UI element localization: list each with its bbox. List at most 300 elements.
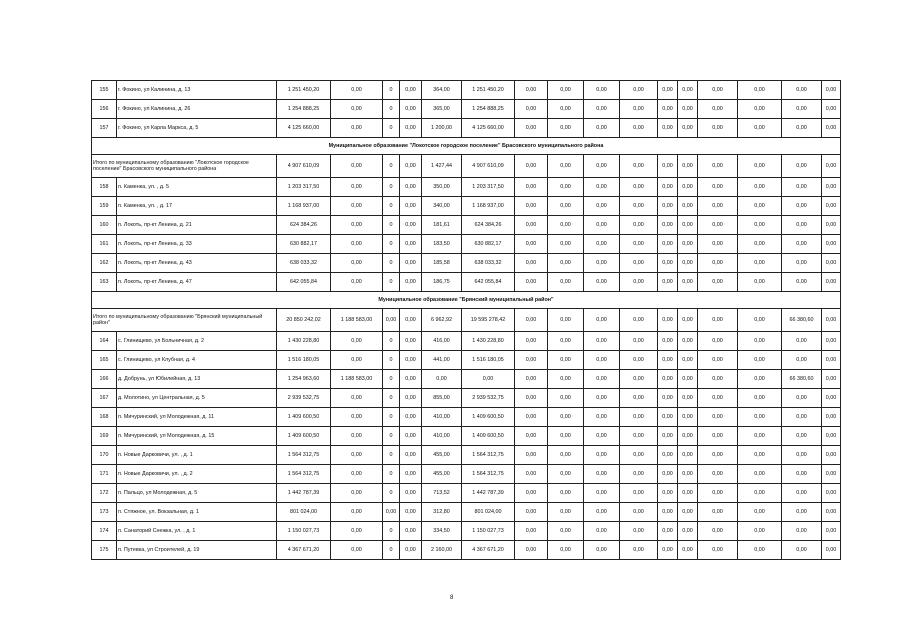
value-cell: 0,00 (548, 254, 584, 273)
value-cell: 0,00 (822, 273, 841, 292)
value-cell: 1 150 027,73 (462, 522, 515, 541)
value-cell: 441,00 (422, 351, 462, 370)
value-cell: 0,00 (548, 309, 584, 332)
value-cell: 0,00 (515, 503, 548, 522)
value-cell: 0,00 (515, 446, 548, 465)
value-cell: 0,00 (822, 503, 841, 522)
value-cell: 0,00 (400, 541, 422, 560)
value-cell: 0,00 (548, 100, 584, 119)
value-cell: 0,00 (400, 389, 422, 408)
value-cell: 0,00 (698, 273, 738, 292)
table-row (92, 465, 841, 484)
value-cell: 0,00 (400, 235, 422, 254)
value-cell: 0,00 (620, 446, 658, 465)
value-cell: 0,00 (782, 446, 822, 465)
address-cell: п. Санаторий Снежка, ул. , д. 1 (117, 522, 277, 541)
row-number: 163 (92, 273, 117, 292)
table-row (92, 332, 841, 351)
value-cell: 0,00 (331, 503, 383, 522)
page-number: 8 (450, 595, 454, 601)
value-cell: 0,00 (331, 389, 383, 408)
value-cell: 1 564 312,75 (277, 465, 331, 484)
value-cell: 642 055,84 (462, 273, 515, 292)
value-cell: 0,00 (400, 522, 422, 541)
value-cell: 1 430 228,80 (462, 332, 515, 351)
value-cell: 0,00 (331, 351, 383, 370)
value-cell: 0,00 (658, 155, 678, 178)
value-cell: 0,00 (548, 332, 584, 351)
value-cell: 0,00 (400, 273, 422, 292)
value-cell: 0,00 (620, 370, 658, 389)
address-cell: п. Каменка, ул. , д. 5 (117, 178, 277, 197)
value-cell: 0,00 (822, 446, 841, 465)
value-cell: 0,00 (515, 484, 548, 503)
value-cell: 0,00 (782, 427, 822, 446)
row-number: 172 (92, 484, 117, 503)
value-cell: 0,00 (698, 389, 738, 408)
value-cell: 0,00 (400, 446, 422, 465)
value-cell: 0,00 (331, 216, 383, 235)
value-cell: 0,00 (548, 408, 584, 427)
value-cell: 0,00 (331, 119, 383, 138)
value-cell: 0,00 (400, 503, 422, 522)
value-cell: 1 516 180,05 (277, 351, 331, 370)
value-cell: 0,00 (422, 370, 462, 389)
table-row (92, 541, 841, 560)
data-table (91, 80, 841, 560)
value-cell: 0,00 (515, 235, 548, 254)
value-cell: 0,00 (678, 81, 698, 100)
value-cell: 0,00 (782, 254, 822, 273)
table-row (92, 522, 841, 541)
value-cell: 0,00 (738, 541, 782, 560)
value-cell: 0,00 (400, 197, 422, 216)
value-cell: 1 254 888,25 (462, 100, 515, 119)
value-cell: 0,00 (678, 503, 698, 522)
value-cell: 0,00 (658, 522, 678, 541)
value-cell: 1 200,00 (422, 119, 462, 138)
value-cell: 0,00 (620, 273, 658, 292)
row-number: 169 (92, 427, 117, 446)
value-cell: 801 024,00 (277, 503, 331, 522)
value-cell: 713,52 (422, 484, 462, 503)
value-cell: 0,00 (678, 155, 698, 178)
value-cell: 0,00 (822, 197, 841, 216)
value-cell: 0,00 (548, 81, 584, 100)
value-cell: 0,00 (738, 273, 782, 292)
value-cell: 0,00 (584, 351, 620, 370)
value-cell: 0,00 (548, 351, 584, 370)
value-cell: 364,00 (422, 81, 462, 100)
value-cell: 0,00 (620, 408, 658, 427)
value-cell: 0,00 (584, 235, 620, 254)
value-cell: 0,00 (515, 309, 548, 332)
value-cell: 0,00 (738, 178, 782, 197)
value-cell: 0,00 (658, 254, 678, 273)
value-cell: 0,00 (515, 100, 548, 119)
value-cell: 365,00 (422, 100, 462, 119)
address-cell: с. Глинищево, ул Клубная, д. 4 (117, 351, 277, 370)
value-cell: 0,00 (822, 178, 841, 197)
value-cell: 0,00 (782, 81, 822, 100)
value-cell: 1 203 317,50 (462, 178, 515, 197)
row-number: 157 (92, 119, 117, 138)
value-cell: 0,00 (620, 332, 658, 351)
value-cell: 0,00 (620, 100, 658, 119)
value-cell: 0,00 (782, 197, 822, 216)
value-cell: 0,00 (782, 522, 822, 541)
value-cell: 20 850 242,02 (277, 309, 331, 332)
value-cell: 0,00 (658, 119, 678, 138)
value-cell: 0,00 (678, 370, 698, 389)
value-cell: 0,00 (331, 273, 383, 292)
value-cell: 0,00 (620, 503, 658, 522)
value-cell: 0,00 (698, 100, 738, 119)
value-cell: 0,00 (584, 254, 620, 273)
value-cell: 0,00 (738, 351, 782, 370)
value-cell: 0,00 (782, 119, 822, 138)
row-number: 167 (92, 389, 117, 408)
value-cell: 4 125 660,00 (277, 119, 331, 138)
value-cell: 0,00 (738, 309, 782, 332)
value-cell: 312,80 (422, 503, 462, 522)
value-cell: 0 (383, 484, 400, 503)
value-cell: 0,00 (548, 427, 584, 446)
value-cell: 0,00 (400, 465, 422, 484)
value-cell: 0 (383, 254, 400, 273)
row-number: 171 (92, 465, 117, 484)
table-row (92, 427, 841, 446)
value-cell: 0 (383, 100, 400, 119)
value-cell: 0 (383, 155, 400, 178)
value-cell: 0,00 (658, 332, 678, 351)
table-row (92, 81, 841, 100)
value-cell: 2 939 532,75 (462, 389, 515, 408)
value-cell: 0,00 (698, 465, 738, 484)
value-cell: 0,00 (331, 408, 383, 427)
value-cell: 0,00 (584, 408, 620, 427)
value-cell: 1 251 450,20 (277, 81, 331, 100)
value-cell: 0 (383, 273, 400, 292)
value-cell: 0,00 (584, 446, 620, 465)
value-cell: 855,00 (422, 389, 462, 408)
value-cell: 0,00 (698, 155, 738, 178)
row-number: 165 (92, 351, 117, 370)
value-cell: 0 (383, 446, 400, 465)
address-cell: п. Пальцо, ул Молодежная, д. 5 (117, 484, 277, 503)
table-row (92, 254, 841, 273)
value-cell: 0,00 (584, 216, 620, 235)
value-cell: 0,00 (548, 273, 584, 292)
value-cell: 0,00 (822, 309, 841, 332)
value-cell: 0,00 (584, 541, 620, 560)
value-cell: 0,00 (331, 254, 383, 273)
value-cell: 0,00 (698, 522, 738, 541)
value-cell: 0,00 (658, 273, 678, 292)
value-cell: 1 564 312,75 (462, 465, 515, 484)
address-cell: п. Стяжное, ул. Вокзальная, д. 1 (117, 503, 277, 522)
value-cell: 4 907 610,09 (462, 155, 515, 178)
value-cell: 0,00 (515, 178, 548, 197)
value-cell: 0,00 (658, 81, 678, 100)
value-cell: 0,00 (658, 389, 678, 408)
address-cell: п. Локоть, пр-кт Ленина, д. 21 (117, 216, 277, 235)
address-cell: с. Глинищево, ул Больничная, д. 2 (117, 332, 277, 351)
value-cell: 0,00 (515, 465, 548, 484)
value-cell: 0,00 (698, 446, 738, 465)
row-number: 170 (92, 446, 117, 465)
value-cell: 0,00 (822, 254, 841, 273)
value-cell: 4 367 671,20 (462, 541, 515, 560)
value-cell: 0 (383, 465, 400, 484)
address-cell: г. Фокино, ул Калинина, д. 26 (117, 100, 277, 119)
value-cell: 4 125 660,00 (462, 119, 515, 138)
value-cell: 0,00 (698, 427, 738, 446)
address-cell: г. Фокино, ул Карла Маркса, д. 5 (117, 119, 277, 138)
table-row (92, 235, 841, 254)
value-cell: 0,00 (782, 100, 822, 119)
value-cell: 0,00 (515, 273, 548, 292)
value-cell: 19 595 278,42 (462, 309, 515, 332)
value-cell: 0,00 (822, 427, 841, 446)
value-cell: 0,00 (698, 254, 738, 273)
total-label: Итого по муниципальному образованию "Локотское городское поселение" Брасовского муниципального района (92, 155, 277, 178)
value-cell: 2 160,00 (422, 541, 462, 560)
value-cell: 0,00 (782, 484, 822, 503)
value-cell: 0,00 (331, 178, 383, 197)
value-cell: 0,00 (678, 235, 698, 254)
table-row (92, 503, 841, 522)
value-cell: 0,00 (698, 484, 738, 503)
value-cell: 0,00 (331, 465, 383, 484)
value-cell: 0,00 (738, 197, 782, 216)
value-cell: 0,00 (678, 484, 698, 503)
row-number: 161 (92, 235, 117, 254)
value-cell: 0,00 (738, 484, 782, 503)
value-cell: 0,00 (400, 216, 422, 235)
value-cell: 0,00 (822, 541, 841, 560)
value-cell: 0,00 (698, 503, 738, 522)
value-cell: 0,00 (462, 370, 515, 389)
value-cell: 0,00 (698, 541, 738, 560)
row-number: 160 (92, 216, 117, 235)
table-row (92, 197, 841, 216)
value-cell: 0,00 (678, 100, 698, 119)
value-cell: 630 882,17 (277, 235, 331, 254)
value-cell: 0,00 (620, 155, 658, 178)
value-cell: 0,00 (698, 235, 738, 254)
section-header-row (92, 138, 841, 155)
value-cell: 0,00 (822, 216, 841, 235)
value-cell: 1 168 937,00 (462, 197, 515, 216)
table-row (92, 119, 841, 138)
value-cell: 0,00 (738, 446, 782, 465)
table-row (92, 178, 841, 197)
value-cell: 0,00 (658, 503, 678, 522)
value-cell: 0,00 (620, 541, 658, 560)
value-cell: 0,00 (698, 332, 738, 351)
value-cell: 0,00 (584, 155, 620, 178)
value-cell: 1 442 787,39 (462, 484, 515, 503)
value-cell: 1 188 583,00 (331, 370, 383, 389)
address-cell: п. Локоть, пр-кт Ленина, д. 33 (117, 235, 277, 254)
value-cell: 0,00 (515, 351, 548, 370)
value-cell: 1 409 600,50 (462, 427, 515, 446)
value-cell: 0,00 (678, 216, 698, 235)
value-cell: 0,00 (658, 465, 678, 484)
value-cell: 0,00 (782, 332, 822, 351)
value-cell: 0,00 (678, 273, 698, 292)
value-cell: 0,00 (658, 484, 678, 503)
value-cell: 4 367 671,20 (277, 541, 331, 560)
value-cell: 0,00 (738, 427, 782, 446)
value-cell: 340,00 (422, 197, 462, 216)
value-cell: 0,00 (515, 408, 548, 427)
value-cell: 0,00 (678, 197, 698, 216)
value-cell: 0,00 (698, 408, 738, 427)
value-cell: 0,00 (515, 254, 548, 273)
value-cell: 0,00 (331, 522, 383, 541)
value-cell: 624 384,26 (462, 216, 515, 235)
value-cell: 624 384,26 (277, 216, 331, 235)
value-cell: 0,00 (698, 216, 738, 235)
value-cell: 0,00 (822, 484, 841, 503)
value-cell: 0,00 (698, 178, 738, 197)
value-cell: 0,00 (620, 389, 658, 408)
value-cell: 0,00 (698, 119, 738, 138)
value-cell: 0,00 (822, 408, 841, 427)
row-number: 166 (92, 370, 117, 389)
value-cell: 0,00 (400, 484, 422, 503)
value-cell: 0,00 (620, 119, 658, 138)
value-cell: 0,00 (782, 351, 822, 370)
value-cell: 1 254 888,25 (277, 100, 331, 119)
value-cell: 0,00 (678, 351, 698, 370)
value-cell: 0,00 (584, 81, 620, 100)
value-cell: 0,00 (678, 408, 698, 427)
value-cell: 0,00 (331, 332, 383, 351)
value-cell: 0,00 (515, 370, 548, 389)
value-cell: 0,00 (738, 389, 782, 408)
value-cell: 0,00 (822, 351, 841, 370)
value-cell: 0 (383, 427, 400, 446)
value-cell: 642 055,84 (277, 273, 331, 292)
table-row (92, 351, 841, 370)
value-cell: 0,00 (658, 197, 678, 216)
value-cell: 0,00 (678, 465, 698, 484)
value-cell: 0,00 (548, 216, 584, 235)
value-cell: 1 409 600,50 (462, 408, 515, 427)
value-cell: 0,00 (738, 522, 782, 541)
value-cell: 0,00 (548, 235, 584, 254)
table-row (92, 408, 841, 427)
value-cell: 2 939 532,75 (277, 389, 331, 408)
row-number: 174 (92, 522, 117, 541)
value-cell: 0,00 (698, 197, 738, 216)
value-cell: 0,00 (400, 254, 422, 273)
value-cell: 0,00 (738, 332, 782, 351)
value-cell: 0,00 (383, 503, 400, 522)
value-cell: 0,00 (548, 197, 584, 216)
value-cell: 0,00 (698, 309, 738, 332)
value-cell: 1 188 583,00 (331, 309, 383, 332)
value-cell: 0,00 (548, 503, 584, 522)
value-cell: 0,00 (658, 370, 678, 389)
table-row (92, 446, 841, 465)
value-cell: 1 254 963,60 (277, 370, 331, 389)
value-cell: 0 (383, 351, 400, 370)
value-cell: 0,00 (584, 100, 620, 119)
value-cell: 0,00 (400, 351, 422, 370)
value-cell: 0,00 (738, 408, 782, 427)
value-cell: 0,00 (678, 389, 698, 408)
value-cell: 0,00 (822, 370, 841, 389)
value-cell: 0,00 (400, 332, 422, 351)
value-cell: 0,00 (620, 254, 658, 273)
address-cell: г. Фокино, ул Калинина, д. 13 (117, 81, 277, 100)
value-cell: 6 962,92 (422, 309, 462, 332)
value-cell: 1 564 312,75 (277, 446, 331, 465)
value-cell: 0,00 (584, 332, 620, 351)
value-cell: 0,00 (515, 332, 548, 351)
value-cell: 0,00 (620, 351, 658, 370)
value-cell: 0,00 (620, 309, 658, 332)
value-cell: 0,00 (822, 81, 841, 100)
section-title: Муниципальное образование "Брянский муниципальный район" (92, 292, 841, 309)
value-cell: 0,00 (400, 100, 422, 119)
value-cell: 0,00 (400, 119, 422, 138)
value-cell: 638 033,32 (462, 254, 515, 273)
value-cell: 0,00 (548, 541, 584, 560)
value-cell: 0,00 (678, 332, 698, 351)
value-cell: 0,00 (658, 235, 678, 254)
address-cell: п. Новые Дарковичи, ул. , д. 1 (117, 446, 277, 465)
value-cell: 0,00 (584, 309, 620, 332)
value-cell: 0,00 (548, 484, 584, 503)
table-row (92, 370, 841, 389)
value-cell: 0,00 (584, 522, 620, 541)
value-cell: 0,00 (515, 427, 548, 446)
value-cell: 0,00 (400, 155, 422, 178)
value-cell: 0,00 (584, 484, 620, 503)
value-cell: 0,00 (548, 522, 584, 541)
value-cell: 0,00 (822, 155, 841, 178)
value-cell: 0 (383, 178, 400, 197)
value-cell: 1 427,44 (422, 155, 462, 178)
value-cell: 181,61 (422, 216, 462, 235)
total-label: Итого по муниципальному образованию "Брянский муниципальный район" (92, 309, 277, 332)
row-number: 162 (92, 254, 117, 273)
value-cell: 1 203 317,50 (277, 178, 331, 197)
value-cell: 0 (383, 332, 400, 351)
row-number: 155 (92, 81, 117, 100)
value-cell: 0,00 (515, 216, 548, 235)
value-cell: 0,00 (620, 465, 658, 484)
value-cell: 0,00 (698, 370, 738, 389)
value-cell: 0,00 (584, 273, 620, 292)
value-cell: 0,00 (822, 465, 841, 484)
value-cell: 0,00 (822, 332, 841, 351)
value-cell: 0,00 (584, 119, 620, 138)
value-cell: 66 380,60 (782, 370, 822, 389)
value-cell: 0,00 (620, 522, 658, 541)
value-cell: 0,00 (548, 465, 584, 484)
value-cell: 1 564 312,75 (462, 446, 515, 465)
value-cell: 0,00 (400, 178, 422, 197)
value-cell: 0,00 (620, 216, 658, 235)
value-cell: 801 024,00 (462, 503, 515, 522)
value-cell: 0,00 (678, 446, 698, 465)
